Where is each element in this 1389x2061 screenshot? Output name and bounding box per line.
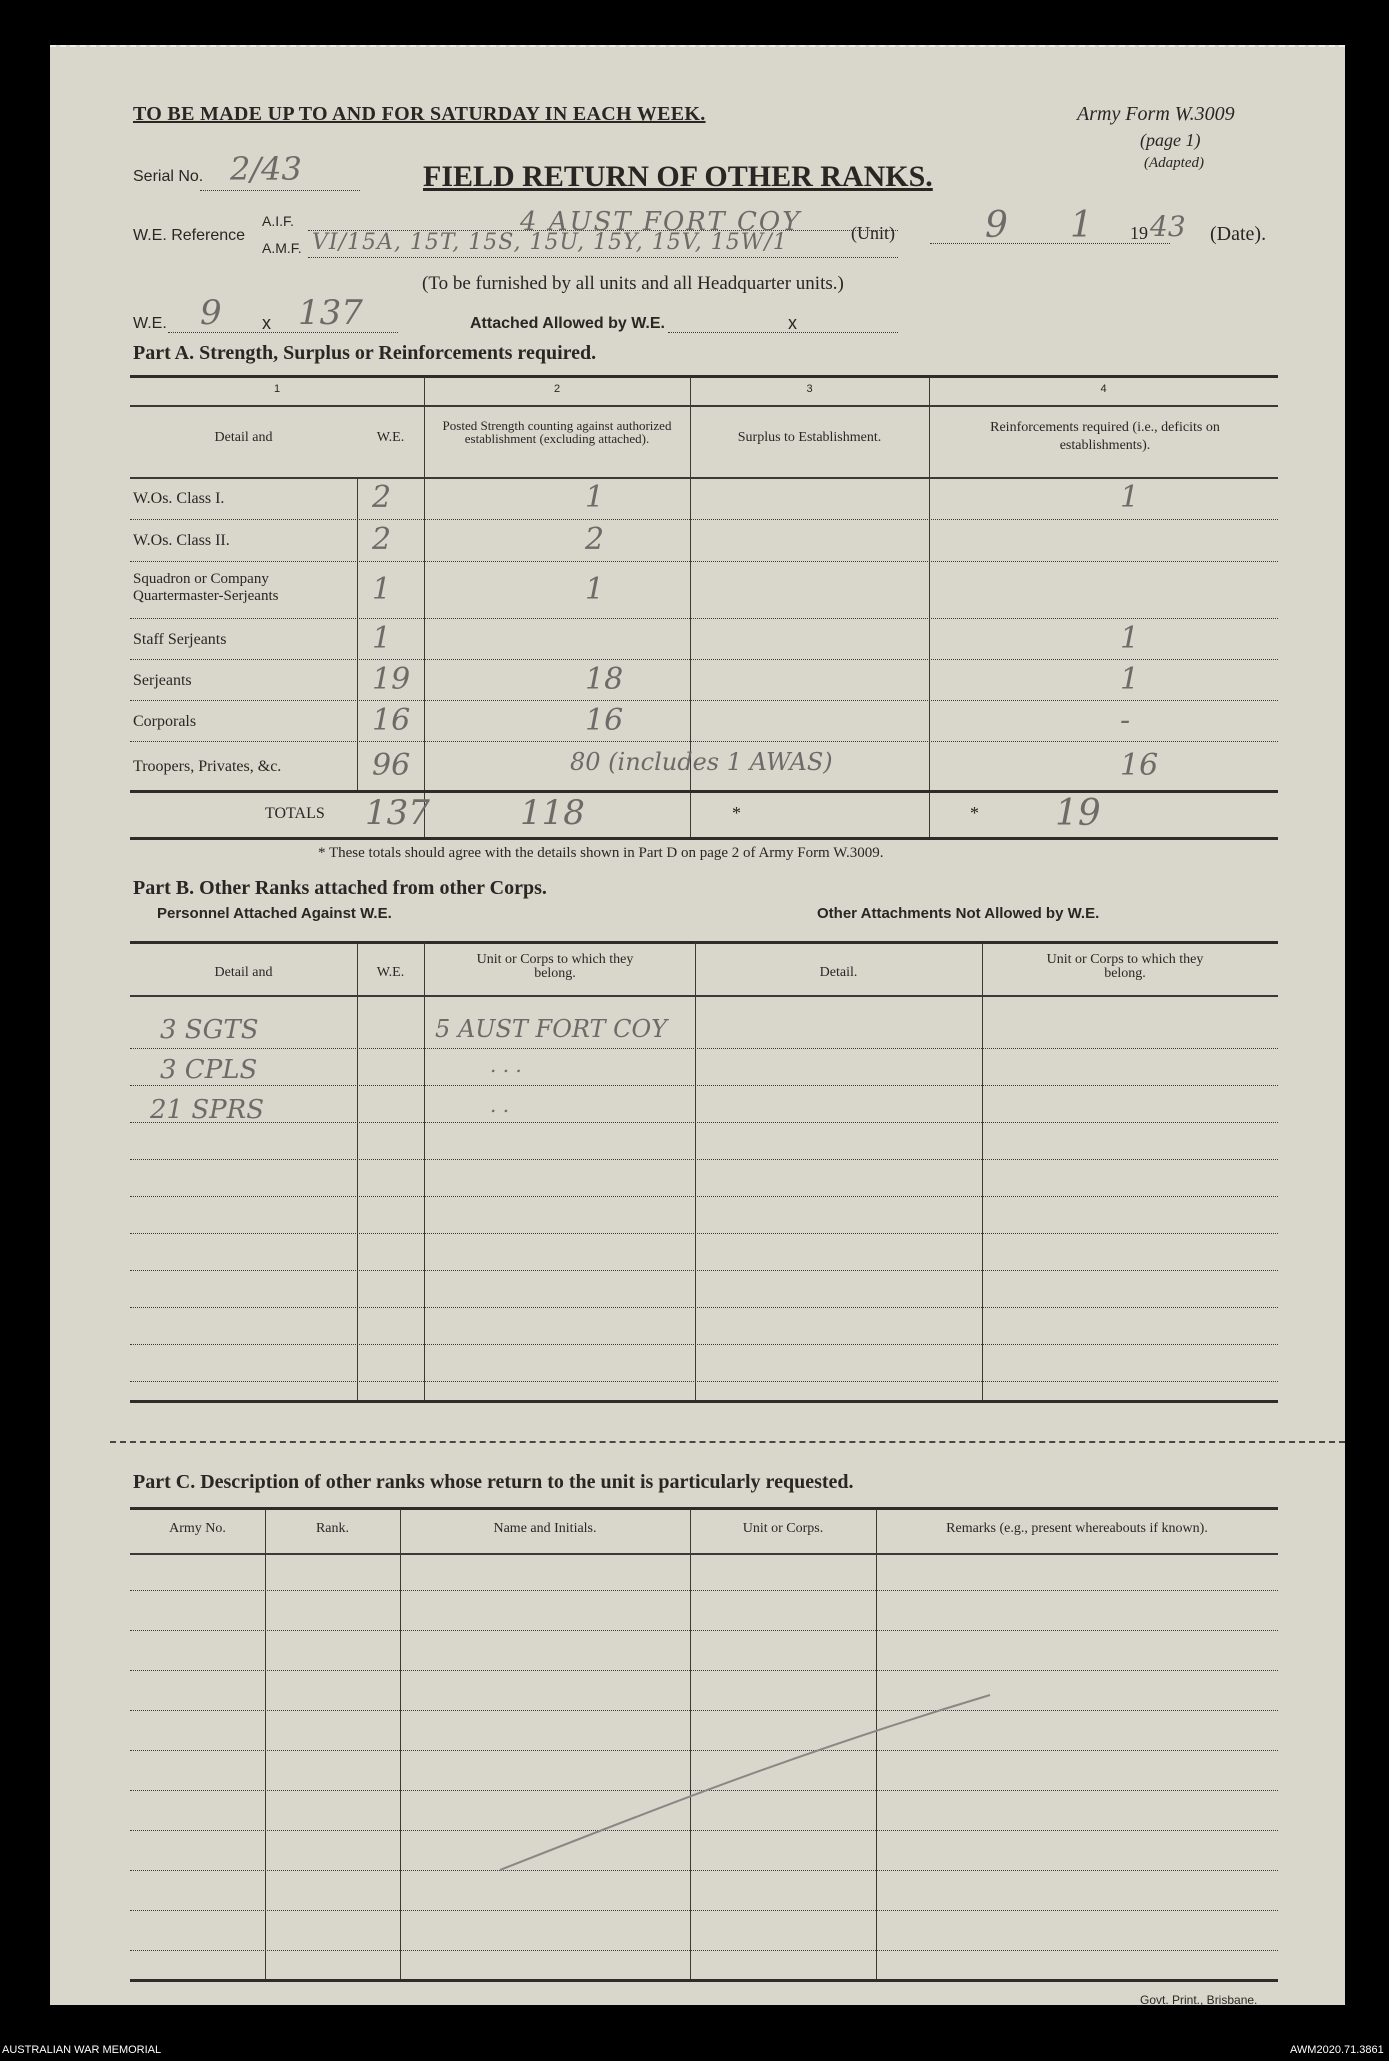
part-a-row-posted: 80 (includes 1 AWAS) (570, 747, 833, 776)
part-a-row-reinf: 1 (1120, 480, 1140, 515)
part-a-row-posted: 16 (585, 702, 624, 738)
unit-value: 4 AUST FORT COY (520, 207, 802, 237)
aif-label: A.I.F. (262, 213, 294, 229)
part-a-row-reinf: - (1120, 702, 1131, 738)
header-posted: Posted Strength counting against authorized establishment (excluding attached). (442, 418, 672, 446)
part-a-row-posted: 2 (585, 522, 605, 557)
part-a-row-line (130, 659, 1278, 660)
part-b-row-line (130, 1270, 1278, 1271)
part-b-right-sub: Other Attachments Not Allowed by W.E. (817, 905, 1100, 922)
part-b-row-line (130, 1381, 1278, 1382)
b-header-detail: Detail and (214, 965, 273, 980)
totals-label: TOTALS (265, 805, 325, 822)
part-a-row-reinf: 16 (1120, 747, 1159, 783)
part-c-title: Part C. Description of other ranks whose return to the unit is particularly requested. (133, 1471, 854, 1493)
date-day: 9 (985, 205, 1008, 246)
part-b-left-sub: Personnel Attached Against W.E. (157, 905, 392, 922)
we-label: W.E. (133, 315, 167, 332)
part-b-row-line (130, 1085, 1278, 1086)
part-b-title: Part B. Other Ranks attached from other Corps. (133, 877, 547, 899)
b-row-3-detail: 21 SPRS (150, 1095, 265, 1125)
army-form-label: Army Form W.3009 (1077, 103, 1235, 125)
part-a-row-line (130, 618, 1278, 619)
serial-label: Serial No. (133, 168, 204, 185)
part-c-row-line (130, 1630, 1278, 1631)
x-sign: x (262, 313, 271, 333)
part-a-row-detail: Staff Serjeants (133, 630, 227, 648)
part-a-row-line (130, 519, 1278, 520)
part-c-row-line (130, 1950, 1278, 1951)
part-a-row-detail: Squadron or Company Quartermaster-Serjeants (133, 571, 279, 604)
year-prefix: 19 (1130, 223, 1148, 243)
printer-note: Govt. Print., Brisbane. (1140, 1993, 1258, 2007)
part-a-row-posted: 18 (585, 661, 624, 697)
serial-value: 2/43 (230, 150, 302, 188)
header-reinf: Reinforcements required (i.e., deficits on establishments). (990, 420, 1220, 453)
part-a-row-detail: W.Os. Class I. (133, 490, 225, 507)
header-surplus: Surplus to Establishment. (737, 430, 882, 445)
b-header-detail2: Detail. (819, 965, 858, 980)
totals-reinf: 19 (1055, 793, 1101, 834)
part-a-row-posted: 1 (585, 480, 605, 515)
part-a-row-we: 2 (372, 522, 392, 557)
part-a-row-line (130, 700, 1278, 701)
we-reference-value: VI/15A, 15T, 15S, 15U, 15Y, 15V, 15W/1 (312, 230, 788, 255)
strike-through-line (490, 1675, 1010, 1895)
part-c-row-line (130, 1670, 1278, 1671)
b-row-1-unit: 5 AUST FORT COY (435, 1015, 668, 1043)
part-a-row-we: 19 (372, 661, 411, 697)
b-row-2-detail: 3 CPLS (160, 1055, 258, 1085)
part-a-row-reinf: 1 (1120, 661, 1140, 697)
col-num-4: 4 (1100, 383, 1107, 395)
c-header-remarks: Remarks (e.g., present whereabouts if known). (946, 1521, 1208, 1536)
col-num-1: 1 (273, 383, 281, 395)
part-a-row-we: 2 (372, 480, 392, 515)
part-b-row-line (130, 1233, 1278, 1234)
part-a-row-we: 16 (372, 702, 411, 738)
we-value-1: 9 (200, 293, 222, 333)
x-sign-2: x (788, 313, 797, 333)
amf-label: A.M.F. (262, 240, 302, 256)
part-a-row-line (130, 561, 1278, 562)
part-b-row-line (130, 1344, 1278, 1345)
c-header-rank: Rank. (315, 1521, 350, 1536)
totals-reinf-star: * (970, 803, 979, 823)
header-detail: Detail and (214, 430, 273, 445)
b-row-3-unit: . . (490, 1093, 510, 1117)
main-title: FIELD RETURN OF OTHER RANKS. (423, 160, 933, 193)
part-b-row-line (130, 1048, 1278, 1049)
date-label: (Date). (1210, 223, 1267, 245)
header-we: W.E. (376, 430, 405, 445)
footer-left: AUSTRALIAN WAR MEMORIAL (2, 2044, 162, 2056)
page-label: (page 1) (1140, 130, 1201, 150)
adapted-label: (Adapted) (1144, 155, 1204, 171)
part-a-row-detail: Corporals (133, 712, 197, 730)
c-header-army-no: Army No. (169, 1521, 226, 1536)
part-a-row-line (130, 741, 1278, 742)
b-header-unit: Unit or Corps to which they belong. (476, 952, 634, 981)
col-num-3: 3 (806, 383, 813, 395)
unit-label: (Unit) (851, 223, 895, 243)
we-value-2: 137 (298, 293, 363, 333)
part-a-title: Part A. Strength, Surplus or Reinforcements required. (133, 342, 597, 364)
part-a-row-detail: W.Os. Class II. (133, 532, 230, 549)
part-a-row-detail: Troopers, Privates, &c. (133, 757, 282, 775)
date-month: 1 (1070, 205, 1093, 246)
footer-right: AWM2020.71.3861 (1290, 2044, 1384, 2056)
totals-surplus-star: * (732, 803, 741, 823)
part-b-row-line (130, 1122, 1278, 1123)
totals-posted: 118 (520, 793, 585, 833)
form-paper (50, 45, 1345, 2005)
part-b-row-line (130, 1196, 1278, 1197)
part-a-footnote: * These totals should agree with the details shown in Part D on page 2 of Army Form W.3009. (318, 845, 884, 861)
b-header-unit2: Unit or Corps to which they belong. (1046, 952, 1204, 981)
b-header-we: W.E. (376, 965, 405, 980)
attached-allowed-label: Attached Allowed by W.E. (470, 315, 665, 332)
part-a-row-posted: 1 (585, 571, 605, 607)
part-a-row-reinf: 1 (1120, 620, 1140, 656)
part-c-row-line (130, 1590, 1278, 1591)
archive-footer (0, 2041, 1389, 2061)
c-header-unit: Unit or Corps. (742, 1521, 824, 1536)
year-value: 43 (1150, 210, 1186, 243)
top-title: TO BE MADE UP TO AND FOR SATURDAY IN EACH WEEK. (133, 103, 706, 125)
part-b-row-line (130, 1159, 1278, 1160)
col-num-2: 2 (553, 383, 561, 395)
part-b-row-line (130, 1307, 1278, 1308)
part-a-row-detail: Serjeants (133, 671, 192, 689)
part-c-row-line (130, 1910, 1278, 1911)
b-row-1-detail: 3 SGTS (160, 1015, 259, 1045)
part-a-row-we: 96 (372, 747, 411, 783)
b-row-2-unit: . . . (490, 1053, 522, 1077)
part-a-row-we: 1 (372, 571, 392, 607)
totals-we: 137 (365, 793, 430, 833)
c-header-name: Name and Initials. (493, 1521, 597, 1536)
part-a-row-we: 1 (372, 620, 392, 656)
furnished-note: (To be furnished by all units and all Headquarter units.) (422, 273, 844, 294)
we-reference-label: W.E. Reference (133, 227, 246, 244)
